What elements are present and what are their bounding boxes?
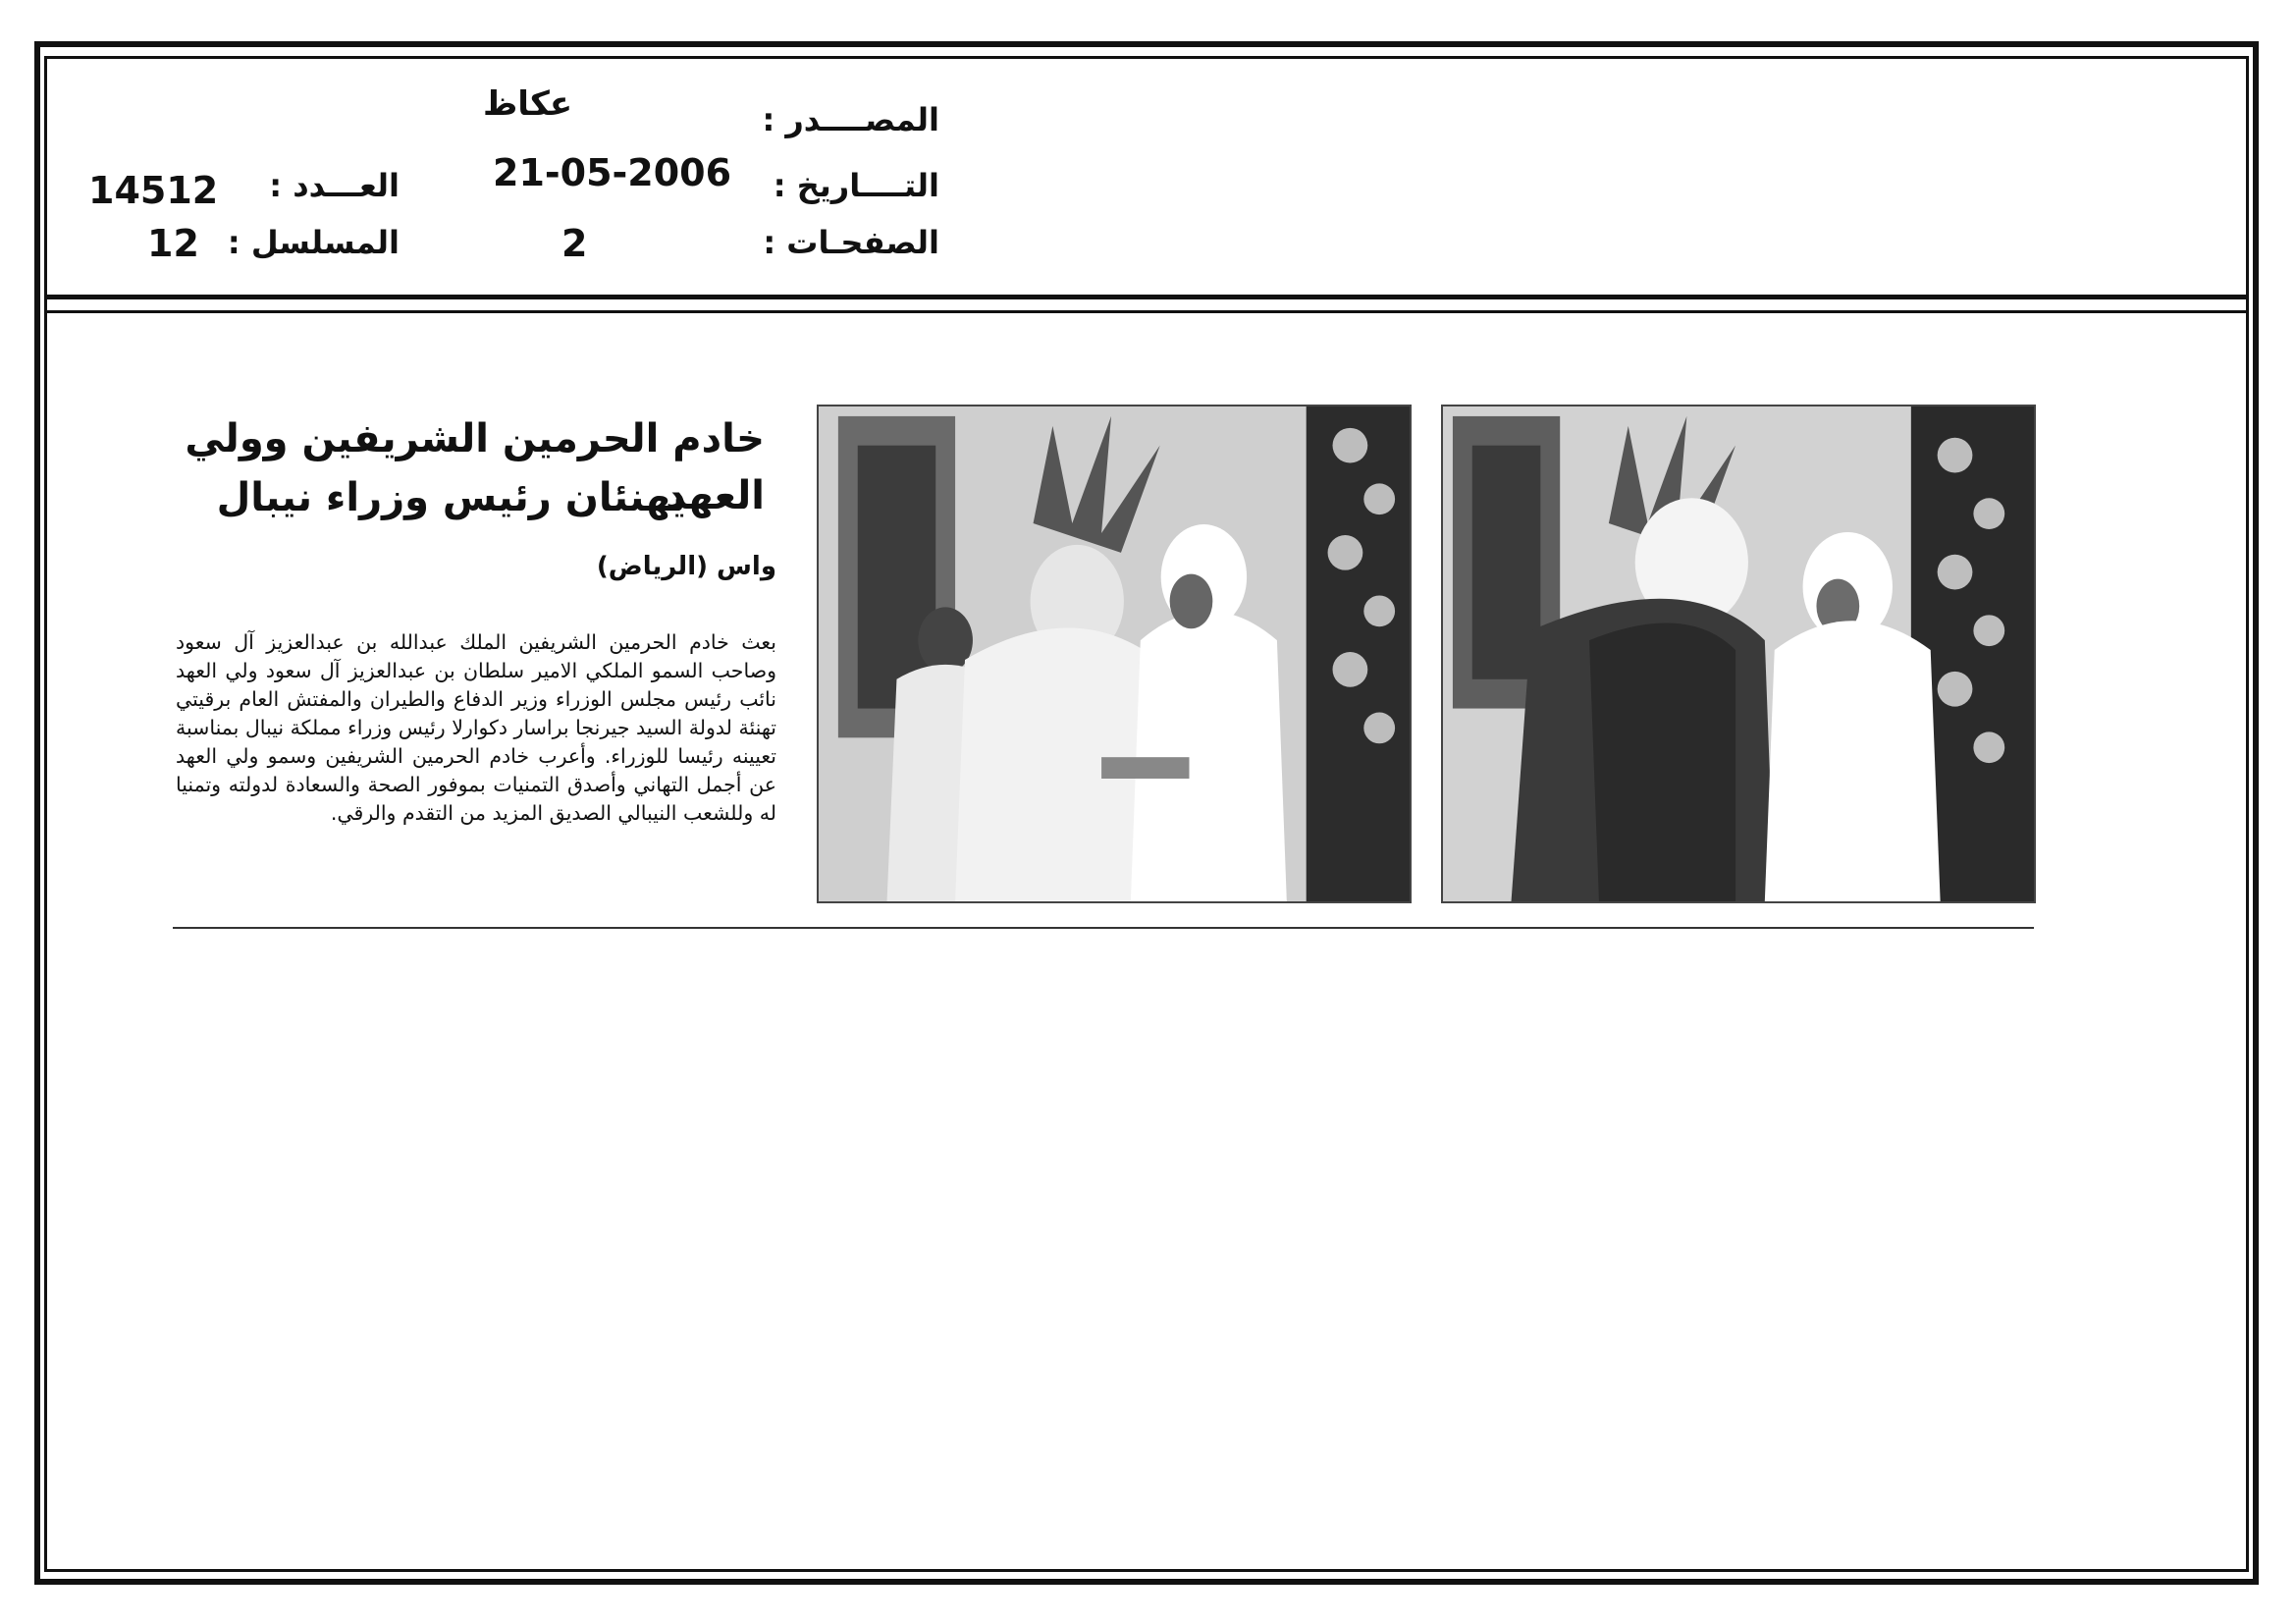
header-separator (44, 295, 2249, 299)
date-value: 21-05-2006 (493, 151, 732, 194)
date-label: التــــاريخ : (773, 167, 939, 204)
article-byline: واس (الرياض) (596, 552, 776, 581)
article-title-line2: يهنئان رئيس وزراء نيبال (216, 475, 686, 520)
article-body: بعث خادم الحرمين الشريفين الملك عبدالله بن عبدالعزيز آل سعود وصاحب السمو الملكي الامير سلطان بن عبدالعزيز آل سعود ولي العهد نائب رئيس مجلس الوزراء وزير الدفاع والطيران والمفتش العام برقيتي تهنئة لدولة السيد جيرنجا براسار دكوارلا رئيس وزراء مملكة نيبال بمناسبة تعيينه رئيسا للوزراء. وأعرب خادم الحرمين الشريفين وسمو ولي العهد عن أجمل التهاني وأصدق التمنيات بموفور الصحة والسعادة لدولته وتمنيا له وللشعب النيبالي الصديق المزيد من التقدم والرقي. (176, 630, 776, 825)
photo-image-icon (1443, 406, 2034, 901)
serial-label: المسلسل : (227, 224, 400, 261)
source-value: عكاظ (483, 84, 573, 124)
issue-label: العـــدد : (269, 167, 400, 204)
photo-image-icon (819, 406, 1410, 901)
news-photo-handshake (817, 405, 1412, 903)
issue-value: 14512 (88, 169, 219, 212)
source-label: المصــــدر : (762, 101, 939, 138)
news-photo-greeting (1441, 405, 2036, 903)
pages-value: 2 (561, 222, 588, 265)
article-bottom-rule (173, 927, 2034, 929)
serial-value: 12 (147, 222, 199, 265)
article-title-line1: خادم الحرمين الشريفين وولي العهد (185, 416, 765, 518)
header-separator-thin (44, 310, 2249, 313)
pages-label: الصفحـات : (763, 224, 939, 261)
